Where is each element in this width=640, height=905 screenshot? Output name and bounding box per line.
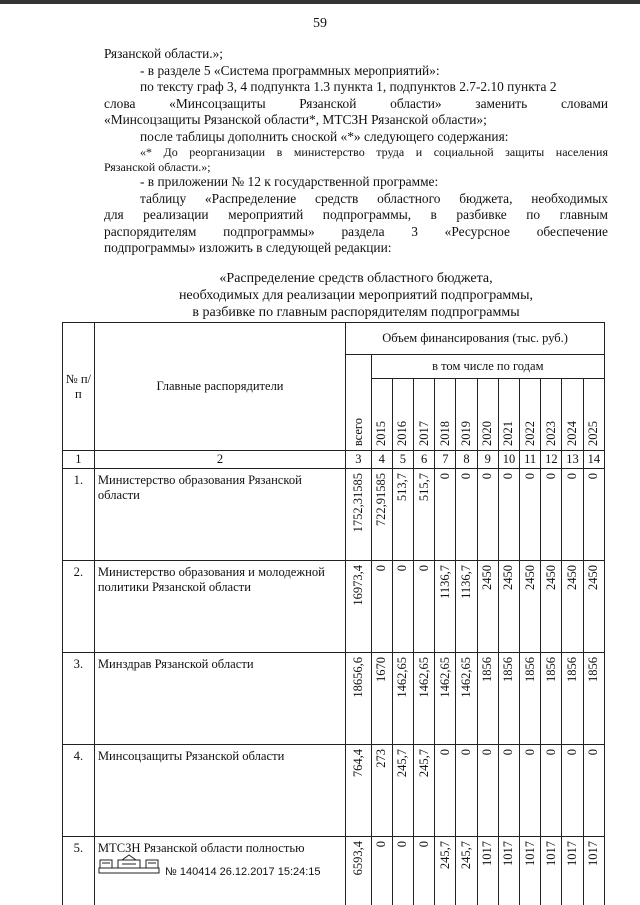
row-distributor-name: Минсоцзащиты Рязанской области (94, 745, 345, 837)
header-year-label: 2025 (586, 421, 601, 446)
row-year-value (583, 561, 604, 653)
cell-value: 1462,65 (437, 657, 452, 698)
row-year-value (371, 745, 392, 837)
cell-value: 0 (395, 841, 410, 848)
table-row (63, 745, 605, 837)
row-year-value (477, 745, 498, 837)
row-year-value (392, 469, 413, 561)
row-year-value (520, 745, 541, 837)
row-year-value (477, 561, 498, 653)
row-year-value (541, 837, 562, 905)
row-year-value (435, 469, 456, 561)
cell-value: 2450 (586, 565, 601, 590)
cell-value: 0 (565, 749, 580, 756)
row-distributor-name: МТСЗН Рязанской области полностью (94, 837, 345, 905)
header-year (371, 379, 392, 451)
row-year-value (435, 837, 456, 905)
cell-value: 0 (501, 473, 516, 480)
cell-value: 245,7 (437, 841, 452, 870)
header-year-label: 2022 (522, 421, 537, 446)
row-year-value (520, 837, 541, 905)
row-year-value (456, 561, 477, 653)
funding-table (62, 322, 605, 905)
cell-value: 1856 (522, 657, 537, 682)
cell-value: 2450 (501, 565, 516, 590)
row-total (346, 653, 371, 745)
paragraph: - в разделе 5 «Система программных мероприятий»: (140, 62, 440, 78)
cell-value: 245,7 (459, 841, 474, 870)
table-row (63, 561, 605, 653)
header-name: Главные распорядители (94, 323, 345, 451)
top-scan-border (0, 0, 640, 4)
header-total-label: всего (350, 417, 365, 446)
column-number: 13 (562, 451, 583, 469)
cell-value: 0 (586, 473, 601, 480)
row-number: 4. (63, 745, 95, 837)
row-year-value (392, 653, 413, 745)
row-year-value (414, 745, 435, 837)
row-year-value (456, 837, 477, 905)
paragraph: слова «Минсоцзащиты Рязанской области» заменить словами (104, 95, 608, 111)
cell-value: 1670 (374, 657, 389, 682)
column-number: 12 (541, 451, 562, 469)
header-funding: Объем финансирования (тыс. руб.) (346, 323, 605, 355)
cell-value: 0 (480, 473, 495, 480)
cell-value: 1017 (586, 841, 601, 866)
cell-value: 0 (437, 749, 452, 756)
row-total (346, 837, 371, 905)
cell-value: 1017 (522, 841, 537, 866)
row-year-value (520, 561, 541, 653)
cell-value: 0 (374, 565, 389, 572)
cell-value: 0 (395, 565, 410, 572)
column-number: 9 (477, 451, 498, 469)
row-year-value (498, 653, 519, 745)
row-year-value (520, 653, 541, 745)
cell-value: 722,91585 (374, 473, 389, 527)
row-year-value (541, 745, 562, 837)
column-number: 7 (435, 451, 456, 469)
row-total (346, 745, 371, 837)
row-year-value (562, 837, 583, 905)
cell-value: 245,7 (416, 749, 431, 778)
cell-value: 0 (459, 749, 474, 756)
cell-value: 1856 (543, 657, 558, 682)
cell-value: 0 (501, 749, 516, 756)
column-number: 6 (414, 451, 435, 469)
row-year-value (562, 653, 583, 745)
row-year-value (371, 653, 392, 745)
cell-value: 2450 (522, 565, 537, 590)
cell-value: 273 (374, 749, 389, 768)
title-line: необходимых для реализации мероприятий подпрограммы, (178, 288, 534, 303)
cell-value: 16973,4 (350, 565, 365, 606)
cell-value: 0 (416, 841, 431, 848)
row-year-value (562, 561, 583, 653)
document-stamp: № 140414 26.12.2017 15:24:15 (165, 866, 321, 878)
row-total (346, 469, 371, 561)
header-year (541, 379, 562, 451)
cell-value: 1856 (586, 657, 601, 682)
cell-value: 2450 (480, 565, 495, 590)
row-year-value (477, 469, 498, 561)
column-number: 4 (371, 451, 392, 469)
header-year (498, 379, 519, 451)
row-year-value (498, 745, 519, 837)
header-year (520, 379, 541, 451)
cell-value: 2450 (565, 565, 580, 590)
page-number: 59 (313, 16, 327, 31)
column-number: 8 (456, 451, 477, 469)
header-year-label: 2024 (565, 421, 580, 446)
header-year-label: 2016 (395, 421, 410, 446)
row-year-value (392, 837, 413, 905)
column-number: 3 (346, 451, 371, 469)
row-year-value (456, 745, 477, 837)
cell-value: 513,7 (395, 473, 410, 502)
cell-value: 1752,31585 (350, 473, 365, 533)
row-year-value (392, 561, 413, 653)
cell-value: 18656,6 (350, 657, 365, 698)
row-year-value (414, 837, 435, 905)
header-year-label: 2019 (459, 421, 474, 446)
cell-value: 764,4 (350, 749, 365, 778)
row-year-value (541, 561, 562, 653)
row-year-value (456, 469, 477, 561)
paragraph: Рязанской области.»; (104, 46, 223, 61)
row-year-value (583, 837, 604, 905)
cell-value: 1017 (501, 841, 516, 866)
header-year-label: 2015 (374, 421, 389, 446)
cell-value: 6593,4 (350, 841, 365, 876)
row-distributor-name: Министерство образования Рязанской области (94, 469, 345, 561)
header-year (435, 379, 456, 451)
cell-value: 1856 (565, 657, 580, 682)
header-year (414, 379, 435, 451)
header-year (392, 379, 413, 451)
row-year-value (371, 561, 392, 653)
row-distributor-name: Министерство образования и молодежной политики Рязанской области (94, 561, 345, 653)
cell-value: 0 (586, 749, 601, 756)
row-year-value (498, 561, 519, 653)
header-year-label: 2023 (543, 421, 558, 446)
row-year-value (498, 469, 519, 561)
title-line: в разбивке по главным распорядителям подпрограммы (192, 305, 520, 320)
header-year-label: 2017 (416, 421, 431, 446)
row-year-value (371, 837, 392, 905)
footnote-paragraph: Рязанской области.»; (104, 159, 211, 174)
row-year-value (562, 469, 583, 561)
cell-value: 1136,7 (437, 565, 452, 599)
cell-value: 2450 (543, 565, 558, 590)
table-body (63, 469, 605, 905)
row-year-value (435, 653, 456, 745)
header-year (456, 379, 477, 451)
cell-value: 1462,65 (459, 657, 474, 698)
row-number: 2. (63, 561, 95, 653)
row-number: 1. (63, 469, 95, 561)
cell-value: 1017 (565, 841, 580, 866)
paragraph: подпрограммы» изложить в следующей редакции: (104, 240, 392, 256)
cell-value: 1017 (480, 841, 495, 866)
row-year-value (583, 653, 604, 745)
cell-value: 0 (437, 473, 452, 480)
header-year-label: 2018 (437, 421, 452, 446)
row-year-value (456, 653, 477, 745)
row-year-value (435, 561, 456, 653)
cell-value: 1017 (543, 841, 558, 866)
row-year-value (541, 653, 562, 745)
paragraph: таблицу «Распределение средств областного бюджета, необходимых (140, 190, 608, 206)
paragraph: для реализации мероприятий подпрограммы, в разбивке по главным (104, 207, 608, 223)
cell-value: 1462,65 (416, 657, 431, 698)
column-number-row (63, 451, 605, 469)
column-number: 1 (63, 451, 95, 469)
cell-value: 0 (416, 565, 431, 572)
row-total (346, 561, 371, 653)
row-year-value (541, 469, 562, 561)
header-year-label: 2021 (501, 421, 516, 446)
cell-value: 0 (565, 473, 580, 480)
cell-value: 0 (522, 473, 537, 480)
cell-value: 1462,65 (395, 657, 410, 698)
row-year-value (583, 745, 604, 837)
row-year-value (477, 837, 498, 905)
printing-house-logo (98, 852, 160, 874)
cell-value: 1856 (480, 657, 495, 682)
row-year-value (477, 653, 498, 745)
column-number: 2 (94, 451, 345, 469)
cell-value: 0 (459, 473, 474, 480)
row-number: 3. (63, 653, 95, 745)
column-number: 10 (498, 451, 519, 469)
row-year-value (414, 561, 435, 653)
header-year (562, 379, 583, 451)
cell-value: 0 (543, 749, 558, 756)
cell-value: 515,7 (416, 473, 431, 502)
header-years-group: в том числе по годам (371, 355, 604, 379)
cell-value: 245,7 (395, 749, 410, 778)
row-year-value (520, 469, 541, 561)
paragraph: по тексту граф 3, 4 подпункта 1.3 пункта 1, подпунктов 2.7-2.10 пункта 2 (140, 79, 557, 94)
row-distributor-name: Минздрав Рязанской области (94, 653, 345, 745)
cell-value: 0 (480, 749, 495, 756)
table-title (100, 270, 612, 321)
row-year-value (414, 653, 435, 745)
cell-value: 1136,7 (459, 565, 474, 599)
cell-value: 1856 (501, 657, 516, 682)
row-year-value (583, 469, 604, 561)
header-year-label: 2020 (480, 421, 495, 446)
row-year-value (562, 745, 583, 837)
header-number: № п/п (63, 323, 95, 451)
row-year-value (435, 745, 456, 837)
row-year-value (371, 469, 392, 561)
cell-value: 0 (522, 749, 537, 756)
header-year (477, 379, 498, 451)
paragraph: распорядителям подпрограммы» раздела 3 «Ресурсное обеспечение (104, 223, 608, 239)
column-number: 11 (520, 451, 541, 469)
row-year-value (498, 837, 519, 905)
table-row (63, 469, 605, 561)
column-number: 5 (392, 451, 413, 469)
header-year (583, 379, 604, 451)
table-row (63, 653, 605, 745)
footnote-paragraph: «* До реорганизации в министерство труда и социальной защиты населения (140, 145, 608, 159)
body-text (104, 46, 608, 257)
row-year-value (414, 469, 435, 561)
header-total (346, 355, 371, 451)
paragraph: после таблицы дополнить сноской «*» следующего содержания: (140, 128, 509, 144)
cell-value: 0 (374, 841, 389, 848)
paragraph: «Минсоцзащиты Рязанской области*, МТСЗН Рязанской области»; (104, 112, 487, 127)
row-year-value (392, 745, 413, 837)
paragraph: - в приложении № 12 к государственной программе: (140, 174, 439, 190)
cell-value: 0 (543, 473, 558, 480)
title-line: «Распределение средств областного бюджета, (219, 271, 493, 286)
row-number: 5. (63, 837, 95, 905)
column-number: 14 (583, 451, 604, 469)
